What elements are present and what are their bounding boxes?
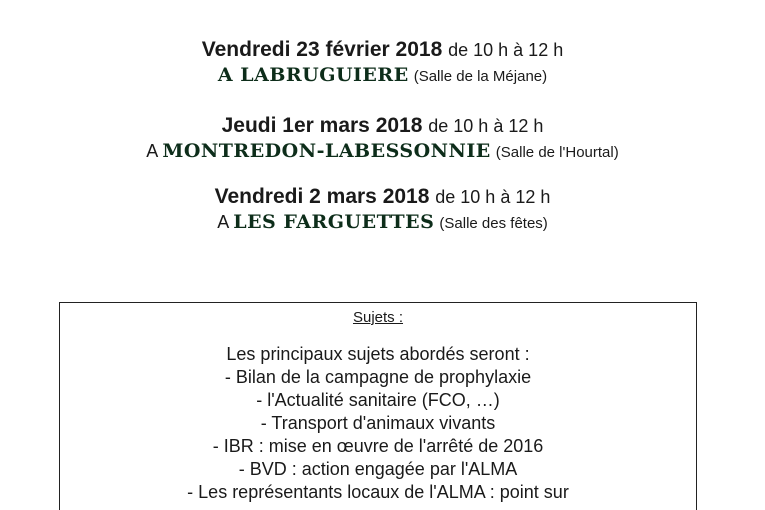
meeting-town: LES FARGUETTES (233, 211, 435, 233)
meeting-date-line (0, 113, 765, 139)
topic-item: - IBR : mise en œuvre de l'arrêté de 2016 (212, 436, 544, 456)
topics-list (60, 343, 696, 504)
topic-item: - BVD : action engagée par l'ALMA (238, 459, 518, 479)
topic-item: - Bilan de la campagne de prophylaxie (224, 367, 532, 387)
meeting-date-line (0, 37, 765, 63)
meeting-montredon-labessonnie (0, 113, 765, 165)
meeting-place-prefix: A (217, 212, 229, 232)
meeting-town: A LABRUGUIERE (217, 64, 409, 86)
topic-item: - Les représentants locaux de l'ALMA : point sur (187, 482, 569, 502)
meeting-venue: (Salle de la Méjane) (413, 68, 548, 85)
topics-intro: Les principaux sujets abordés seront : (226, 344, 530, 364)
meeting-place-prefix: A (146, 141, 158, 161)
topics-box (59, 302, 697, 510)
meeting-place-line (0, 63, 765, 89)
meeting-place-line (0, 139, 765, 165)
meeting-date-line (0, 184, 765, 210)
topic-item: - l'Actualité sanitaire (FCO, …) (256, 390, 500, 410)
meeting-hours: de 10 h à 12 h (435, 187, 551, 207)
meeting-labruguiere (0, 37, 765, 89)
meeting-hours: de 10 h à 12 h (448, 40, 564, 60)
meeting-les-farguettes (0, 184, 765, 236)
meeting-venue: (Salle de l'Hourtal) (495, 144, 619, 161)
meeting-hours: de 10 h à 12 h (428, 116, 544, 136)
meeting-date: Jeudi 1er mars 2018 (221, 114, 423, 137)
meeting-venue: (Salle des fêtes) (439, 215, 548, 232)
meeting-place-line (0, 210, 765, 236)
meeting-town: MONTREDON-LABESSONNIE (162, 140, 491, 162)
topics-heading: Sujets : (352, 309, 404, 326)
meeting-date: Vendredi 2 mars 2018 (214, 185, 430, 208)
meeting-date: Vendredi 23 février 2018 (201, 38, 443, 61)
topic-item: - Transport d'animaux vivants (260, 413, 496, 433)
